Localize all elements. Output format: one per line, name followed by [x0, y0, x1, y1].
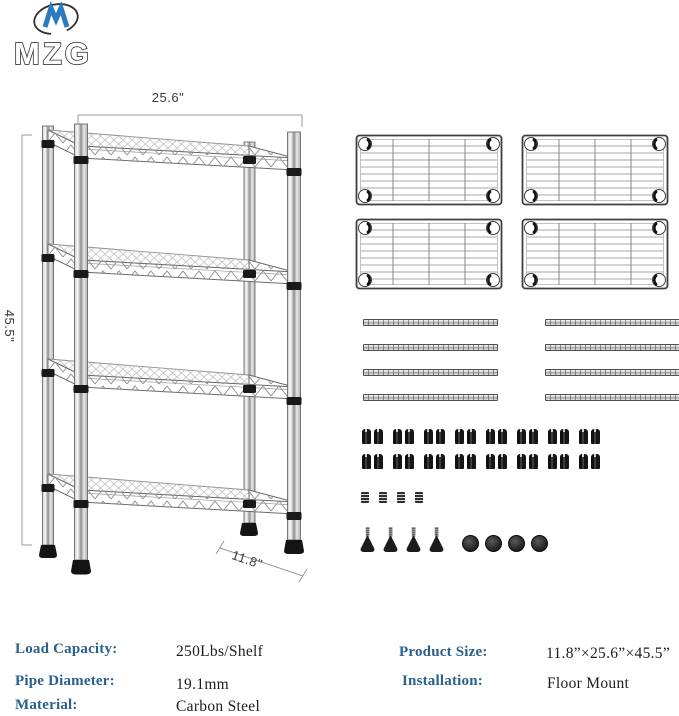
part-sleeve — [436, 429, 445, 444]
part-sleeve — [393, 429, 402, 444]
part-shelf-panel — [520, 133, 670, 208]
part-sleeve — [579, 454, 588, 469]
parts-leveling-foot-row — [359, 527, 451, 553]
part-sleeve — [467, 429, 476, 444]
part-shelf-panel — [520, 217, 670, 292]
rack-post-front-right — [288, 132, 301, 540]
parts-shelf-grid — [354, 133, 670, 292]
part-sleeve — [548, 429, 557, 444]
part-sleeve — [424, 429, 433, 444]
part-sleeve — [498, 429, 507, 444]
part-leveling-foot — [428, 527, 445, 553]
width-dimension-label: 25.6" — [151, 90, 185, 105]
part-sleeve — [548, 454, 557, 469]
spec-label-product-size: Product Size: — [399, 644, 488, 660]
part-sleeve — [529, 429, 538, 444]
part-end-cap — [508, 535, 525, 552]
spec-value-material: Carbon Steel — [176, 698, 261, 715]
part-leveling-foot — [359, 527, 376, 553]
part-screw — [361, 492, 369, 503]
part-sleeve — [591, 429, 600, 444]
spec-value-installation: Floor Mount — [547, 675, 630, 692]
part-sleeve — [486, 429, 495, 444]
part-sleeve — [579, 429, 588, 444]
rack-illustration — [15, 108, 325, 586]
spec-label-load-capacity: Load Capacity: — [15, 641, 118, 657]
parts-screw-row — [361, 492, 433, 503]
spec-value-product-size: 11.8”×25.6”×45.5” — [546, 645, 671, 662]
parts-end-cap-row — [462, 535, 554, 552]
part-end-cap — [531, 535, 548, 552]
part-end-cap — [462, 535, 479, 552]
part-leveling-foot — [382, 527, 399, 553]
part-pole — [363, 369, 498, 376]
spec-label-installation: Installation: — [402, 673, 483, 689]
brand-logo — [12, 2, 116, 70]
logo-mark-icon — [31, 2, 80, 38]
spec-value-pipe-diameter: 19.1mm — [176, 676, 230, 693]
part-pole — [545, 319, 679, 326]
part-pole — [545, 369, 679, 376]
part-sleeve — [498, 454, 507, 469]
part-shelf-panel — [354, 133, 504, 208]
part-sleeve — [436, 454, 445, 469]
part-pole — [545, 394, 679, 401]
part-screw — [415, 492, 423, 503]
part-sleeve — [374, 429, 383, 444]
parts-sleeve-row-1 — [362, 429, 610, 444]
part-sleeve — [424, 454, 433, 469]
part-sleeve — [455, 454, 464, 469]
part-end-cap — [485, 535, 502, 552]
part-sleeve — [374, 454, 383, 469]
depth-dimension-label: 11.8" — [229, 547, 265, 572]
part-sleeve — [517, 454, 526, 469]
part-sleeve — [405, 429, 414, 444]
part-sleeve — [405, 454, 414, 469]
rack-post-front-left — [75, 124, 88, 560]
part-shelf-panel — [354, 217, 504, 292]
parts-pole-column-left — [363, 319, 498, 419]
part-sleeve — [362, 454, 371, 469]
part-sleeve — [467, 454, 476, 469]
spec-label-material: Material: — [15, 697, 78, 713]
part-sleeve — [486, 454, 495, 469]
part-pole — [545, 344, 679, 351]
part-sleeve — [529, 454, 538, 469]
part-sleeve — [517, 429, 526, 444]
spec-value-load-capacity: 250Lbs/Shelf — [176, 643, 264, 660]
brand-wordmark: MZG — [14, 36, 92, 70]
part-sleeve — [393, 454, 402, 469]
spec-label-pipe-diameter: Pipe Diameter: — [15, 673, 115, 689]
height-dimension-label: 45.5" — [2, 309, 17, 343]
part-sleeve — [455, 429, 464, 444]
part-pole — [363, 394, 498, 401]
part-sleeve — [362, 429, 371, 444]
rack-post-back-right — [244, 142, 255, 523]
part-sleeve — [560, 454, 569, 469]
part-leveling-foot — [405, 527, 422, 553]
part-pole — [363, 319, 498, 326]
part-sleeve — [591, 454, 600, 469]
part-pole — [363, 344, 498, 351]
part-screw — [397, 492, 405, 503]
parts-sleeve-row-2 — [362, 454, 610, 469]
parts-pole-column-right — [545, 319, 679, 419]
part-sleeve — [560, 429, 569, 444]
part-screw — [379, 492, 387, 503]
